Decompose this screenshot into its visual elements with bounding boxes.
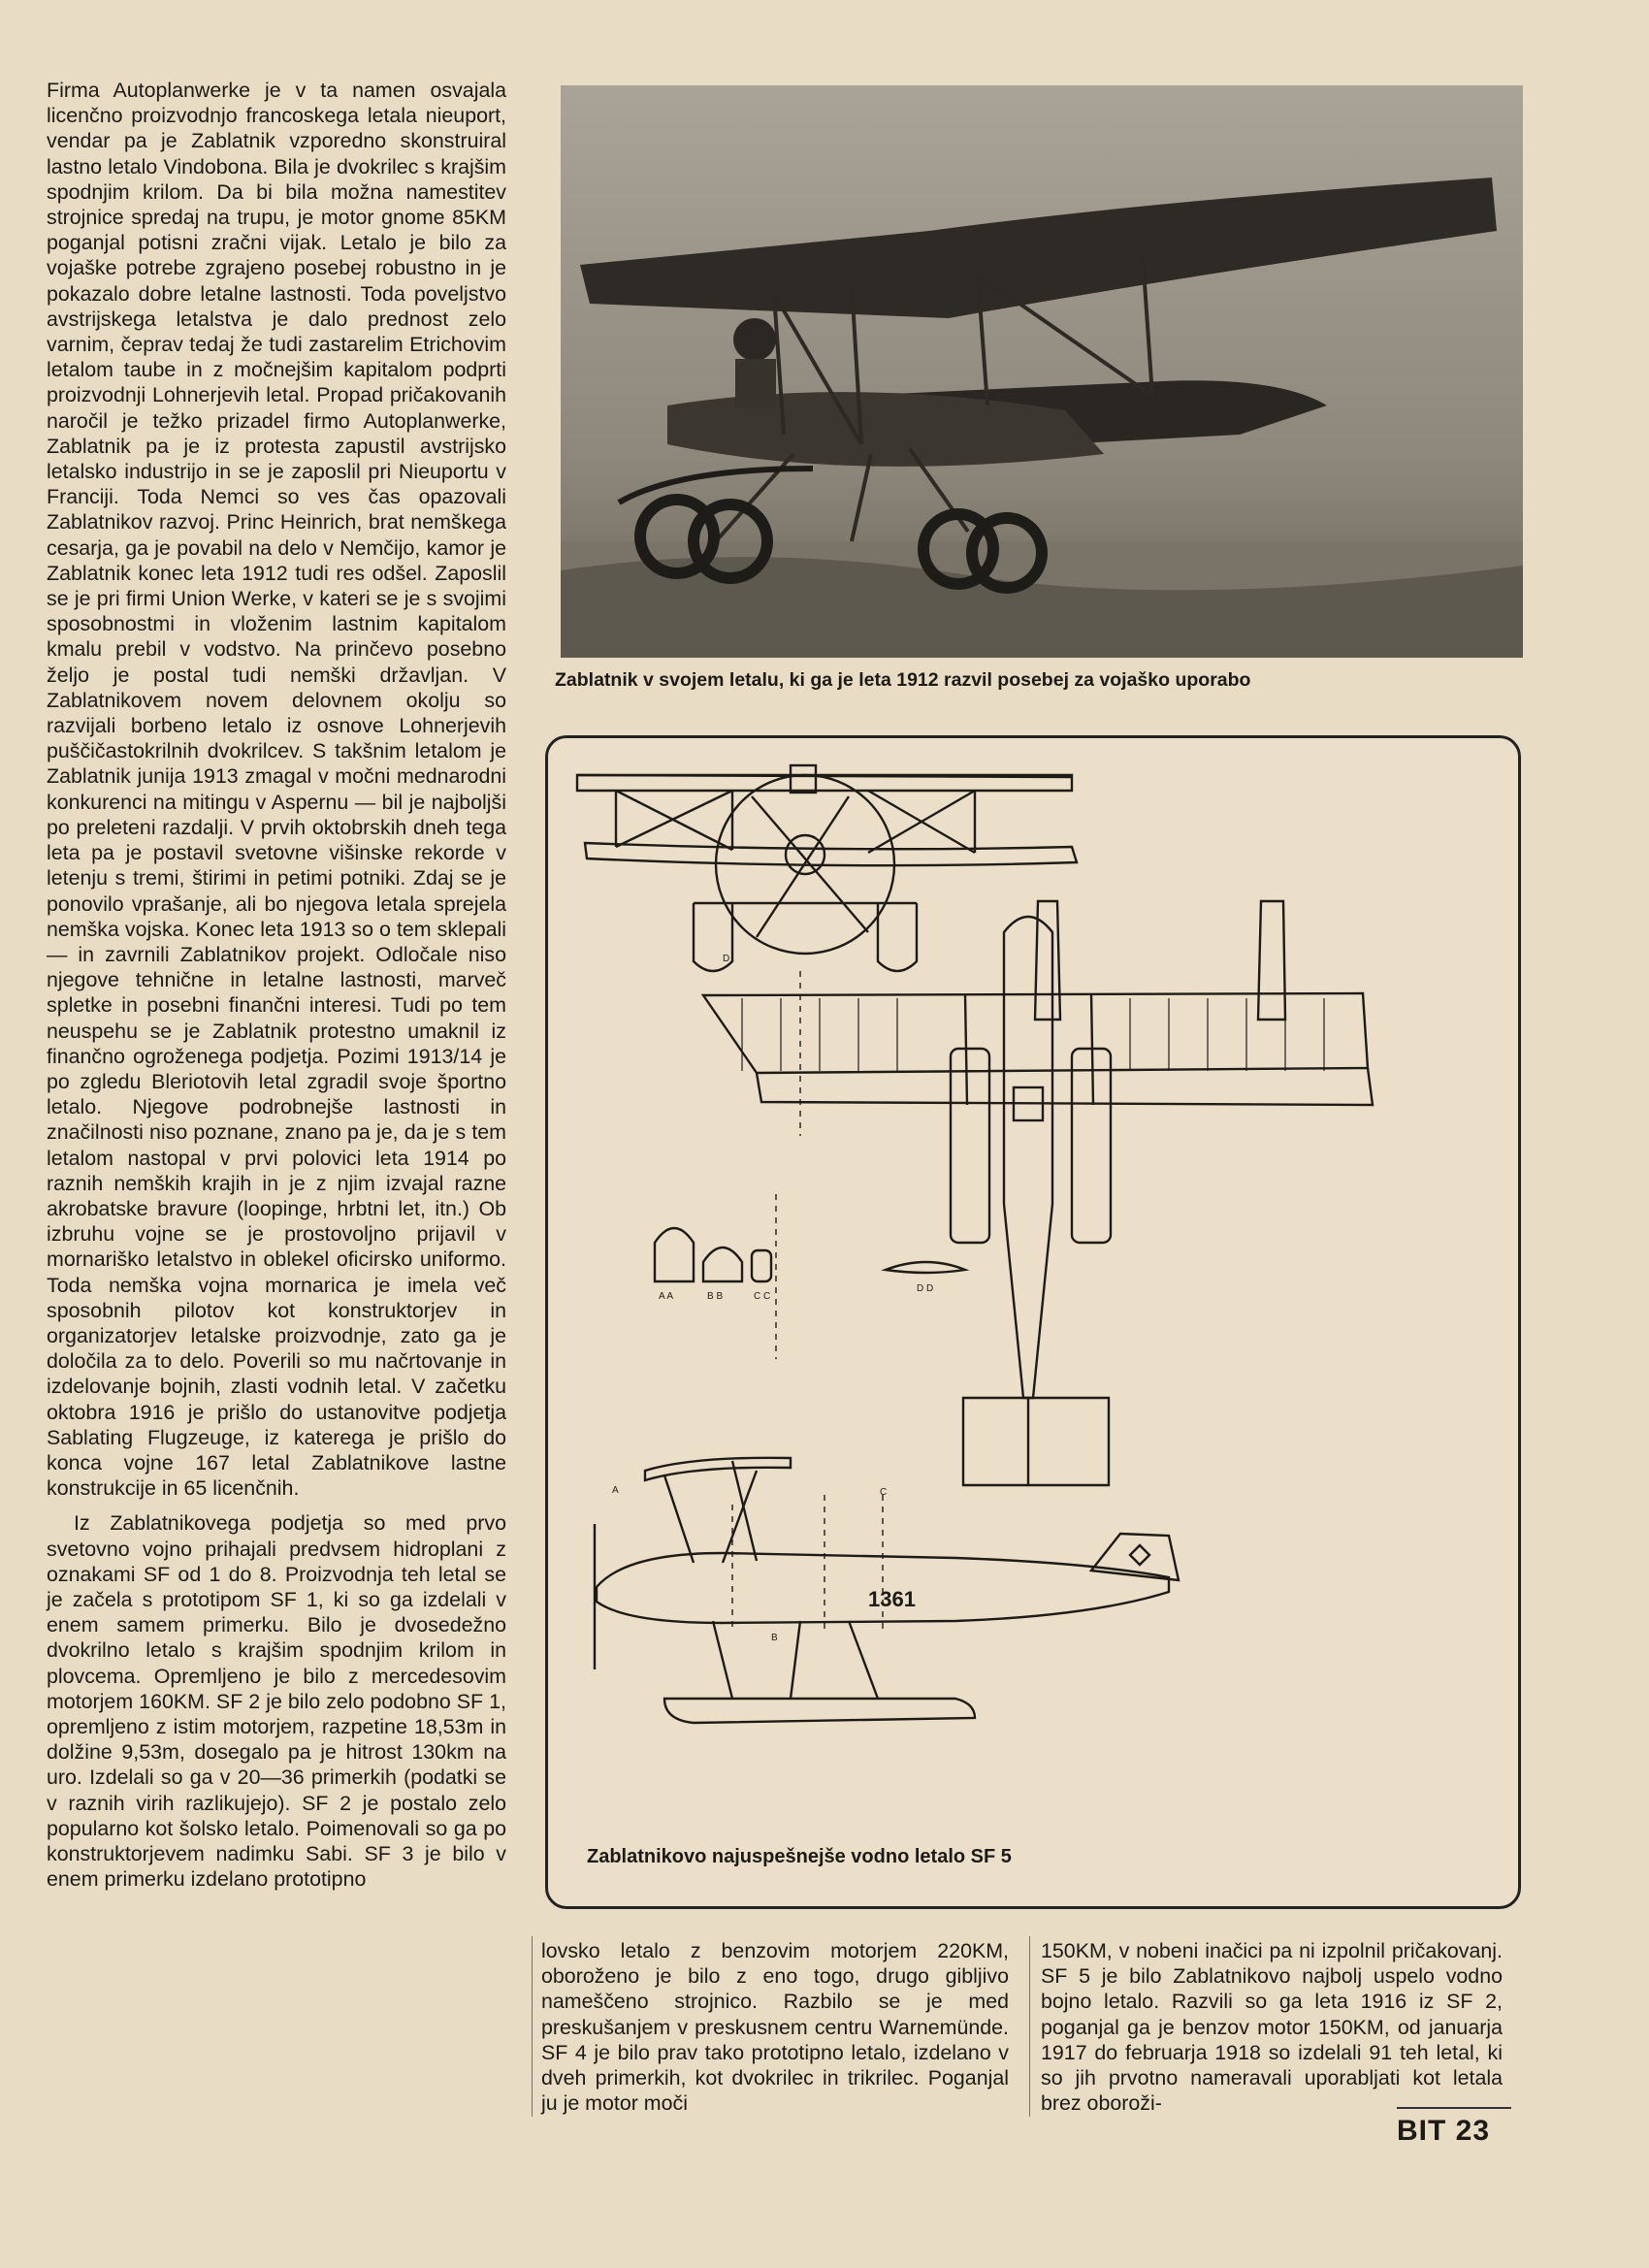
- article-paragraph: Iz Zablatnikovega podjetja so med prvo svetovno vojno prihajali predvsem hidroplani z oznakami SF od 1 do 8. Proizvodnja teh letal se je začela s prototipom SF 1, ki so ga izdelali v enem samem primerku. Bilo je dvosedežno dvokrilno letalo s krajšim spodnjim krilom in plovcema. Opremljeno je bilo z mercedesovim motorjem 160KM. SF 2 je bilo zelo podobno SF 1, opremljeno z istim motorjem, razpetine 18,53m in dolžine 9,53m, dosegalo pa je hitrost 130km na uro. Izdelali so ga v 20—36 primerkih (podatki se v raznih virih razlikujejo). SF 2 je postalo zelo popularno kot šolsko letalo. Poimenovali so ga po konstruktorjevem nadimku Sabi. SF 3 je bilo v enem primerku izdelano prototipno: [47, 1511, 506, 1892]
- article-paragraph: Firma Autoplanwerke je v ta namen osvajala licenčno proizvodnjo francoskega letala nieuport, vendar pa je Zablatnik vzporedno skonstruiral lastno letalo Vindobona. Bila je dvokrilec s krajšim spodnjim krilom. Da bi bila možna namestitev strojnice spredaj na trupu, je motor gnome 85KM poganjal potisni zračni vijak. Letalo je bilo za vojaške potrebe zgrajeno posebej robustno in je pokazalo dobre letalne lastnosti. Toda poveljstvo avstrijskega letalstva je dalo prednost zelo varnim, čeprav tedaj že tudi zastarelim Etrichovim letalom taube in z močnejšim kapitalom podprti proizvodnji Lohnerjevih letal. Propad pričakovanih naročil je težko prizadel firmo Autoplanwerke, Zablatnik pa je iz protesta zapustil avstrijsko letalsko industrijo in se je zaposlil pri Nieuportu v Franciji. Toda Nemci so ves čas opazovali Zablatnikov razvoj. Princ Heinrich, brat nemškega cesarja, ga je povabil na delo v Nemčijo, kamor je Zablatnik konec leta 1912 tudi res odšel. Zaposlil se je pri firmi Union Werke, v kateri se je s svojimi sposobnostmi in vloženim lastnim kapitalom kmalu prebil v vodstvo. Na prinčevo posebno željo je postal tudi nemški državljan. V Zablatnikovem novem delovnem okolju so razvijali borbeno letalo iz osnove Lohnerjevih puščičastokrilnih dvokrilcev. S takšnim letalom je Zablatnik junija 1913 zmagal v močni mednarodni konkurenci na mitingu v Aspernu — bil je najboljši po preleteni razdalji. V prvih oktobrskih dneh tega leta pa je postavil svetovne višinske rekorde v letenju s tremi, štirimi in petimi potniki. Zdaj se je ponovilo vprašanje, ali bo njegova letala sprejela nemška vojska. Konec leta 1913 so o tem sklepali — in zavrnili Zablatnikov projekt. Odločale niso njegove tehnične in letalne lastnosti, marveč spletke in posebni finančni interesi. Tudi po tem neuspehu se je Zablatnik protestno umaknil iz finančno ogroženega podjetja. Pozimi 1913/14 je po zgledu Bleriotovih letal zgradil svoje športno letalo. Njegove podrobnejše lastnosti in značilnosti niso poznane, znano pa je, da je s tem letalom nastopal v prvi polovici leta 1914 po raznih nemških krajih in je z njim izvajal razne akrobatske bravure (loopinge, hrbtni let, itn.) Ob izbruhu vojne se je prostovoljno prijavil v mornariško letalstvo in oblekel oficirsko uniformo. Toda nemška vojna mornarica je imela več sposobnih pilotov kot konstruktorjev in organizatorjev letalske proizvodnje, zato ga je določila za to delo. Poverili so mu načrtovanje in izdelovanje bojnih, zlasti vodnih letal. V začetku oktobra 1916 je prišlo do ustanovitve podjetja Sablating Flugzeuge, iz katerega je prišlo do konca vojne 167 letal Zablatnikove lastne konstrukcije in 65 licenčnih.: [47, 79, 506, 1501]
- three-view-drawing: [548, 738, 1518, 1906]
- page-number: 23: [1455, 2115, 1491, 2147]
- section-label-bb: B B: [707, 1291, 724, 1302]
- article-column-2: [541, 1938, 1009, 2116]
- page-footer: [1397, 2115, 1490, 2148]
- section-label-b: B: [771, 1633, 778, 1643]
- section-label-cc: C C: [754, 1291, 771, 1302]
- magazine-name: BIT: [1397, 2115, 1447, 2147]
- photo-caption: Zablatnik v svojem letalu, ki ga je leta 1912 razvil posebej za vojaško uporabo: [555, 669, 1251, 691]
- column-divider: [532, 1936, 533, 2117]
- article-paragraph: lovsko letalo z benzovim motorjem 220KM, oboroženo je bilo z eno togo, drugo gibljivo nameščeno strojnico. Razbilo se je med preskušanjem v preskusnem centru Warnemünde. SF 4 je bilo prav tako prototipno letalo, izdelano v dveh primerkih, kot dvokrilec in trikrilec. Poganjal ju je motor moči: [541, 1939, 1009, 2116]
- article-column-3: [1041, 1938, 1503, 2116]
- historic-photo: [561, 85, 1523, 658]
- article-paragraph: 150KM, v nobeni inačici pa ni izpolnil pričakovanj. SF 5 je bilo Zablatnikovo najbolj uspelo vodno bojno letalo. Razvili so ga leta 1916 iz SF 2, poganjal ga je benzov motor 150KM, od januarja 1917 do februarja 1918 so izdelali 91 teh letal, ki so jih prvotno nameravali uporabljati kot letala brez oboroži-: [1041, 1939, 1503, 2116]
- aircraft-serial: 1361: [868, 1587, 916, 1611]
- section-label-c: C: [880, 1487, 888, 1498]
- technical-drawing-box: [545, 735, 1521, 1909]
- section-label-aa: A A: [659, 1291, 674, 1302]
- section-label-dd: D D: [917, 1283, 934, 1294]
- section-label-a: A: [612, 1485, 619, 1496]
- column-divider: [1029, 1936, 1030, 2117]
- article-column-1: [47, 78, 506, 1892]
- section-label-d: D: [723, 954, 730, 964]
- drawing-caption: Zablatnikovo najuspešnejše vodno letalo SF 5: [587, 1846, 1012, 1867]
- footer-rule: [1397, 2107, 1511, 2109]
